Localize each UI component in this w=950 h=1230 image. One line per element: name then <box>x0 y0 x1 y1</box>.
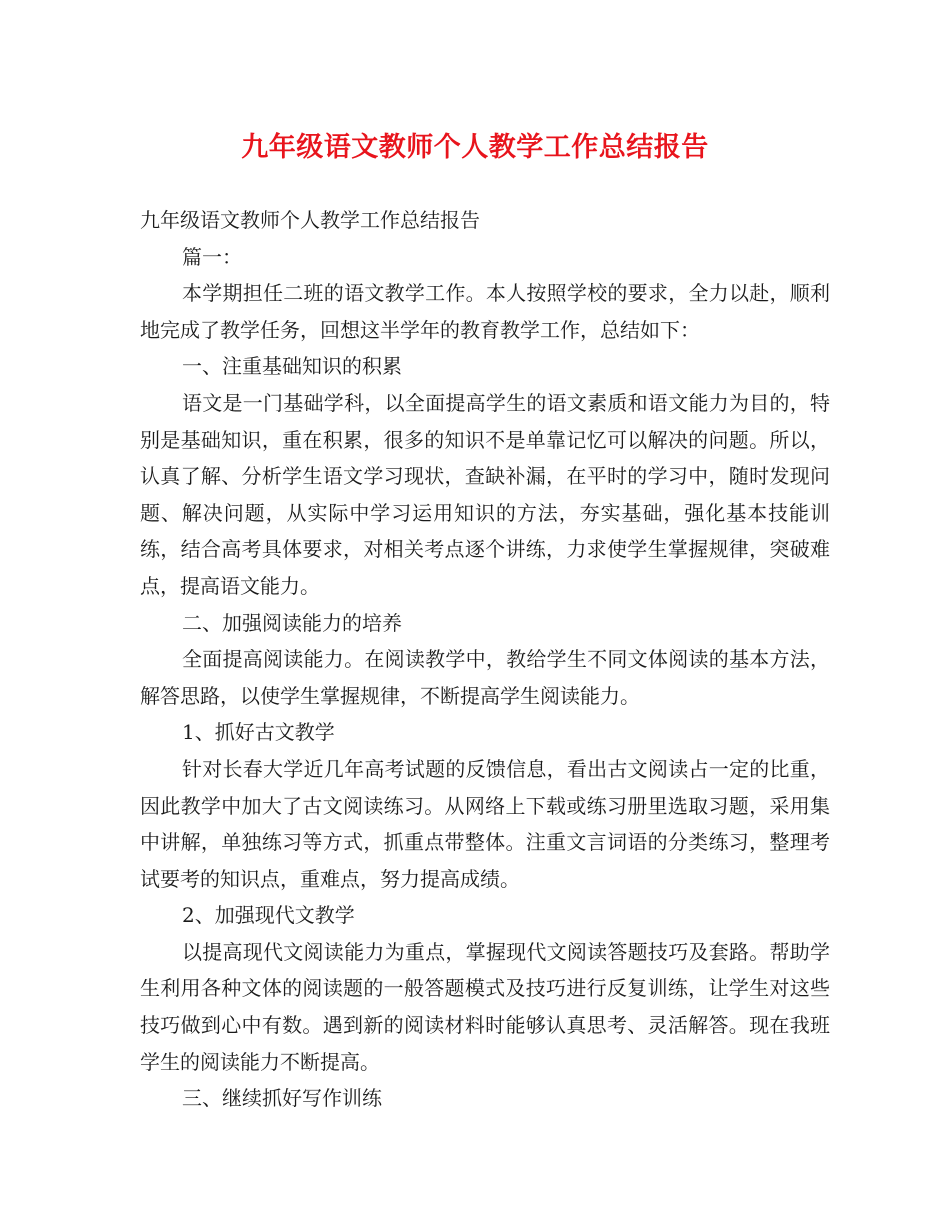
paragraph-reading-ability: 全面提高阅读能力。在阅读教学中，教给学生不同文体阅读的基本方法，解答思路，以使学生掌握规律，不断提高学生阅读能力。 <box>140 647 830 708</box>
heading-reading-ability: 二、加强阅读能力的培养 <box>182 610 402 635</box>
paragraph-classical-chinese: 针对长春大学近几年高考试题的反馈信息，看出古文阅读占一定的比重，因此教学中加大了古文阅读练习。从网络上下载或练习册里选取习题，采用集中讲解，单独练习等方式，抓重点带整体。注重文言词语的分类练习，整理考试要考的知识点，重难点，努力提高成绩。 <box>140 756 830 891</box>
document-subtitle: 九年级语文教师个人教学工作总结报告 <box>140 208 480 232</box>
section-label-pian-yi: 篇一： <box>182 244 242 269</box>
intro-paragraph: 本学期担任二班的语文教学工作。本人按照学校的要求，全力以赴，顺利地完成了教学任务，回想这半学年的教育教学工作，总结如下： <box>140 281 830 342</box>
paragraph-basic-knowledge: 语文是一门基础学科，以全面提高学生的语文素质和语文能力为目的，特别是基础知识，重在积累，很多的知识不是单靠记忆可以解决的问题。所以，认真了解、分析学生语文学习现状，查缺补漏，在平时的学习中，随时发现问题、解决问题，从实际中学习运用知识的方法，夯实基础，强化基本技能训练，结合高考具体要求，对相关考点逐个讲练，力求使学生掌握规律，突破难点，提高语文能力。 <box>140 390 830 598</box>
heading-basic-knowledge: 一、注重基础知识的积累 <box>182 354 402 379</box>
document-body <box>140 202 830 1117</box>
heading-modern-text: 2、加强现代文教学 <box>182 903 355 928</box>
heading-writing-training: 三、继续抓好写作训练 <box>182 1086 382 1111</box>
paragraph-modern-text: 以提高现代文阅读能力为重点，掌握现代文阅读答题技巧及套路。帮助学生利用各种文体的阅读题的一般答题模式及技巧进行反复训练，让学生对这些技巧做到心中有数。遇到新的阅读材料时能够认真思考、灵活解答。现在我班学生的阅读能力不断提高。 <box>140 939 830 1074</box>
heading-classical-chinese: 1、抓好古文教学 <box>182 720 335 745</box>
document-title: 九年级语文教师个人教学工作总结报告 <box>241 132 709 163</box>
